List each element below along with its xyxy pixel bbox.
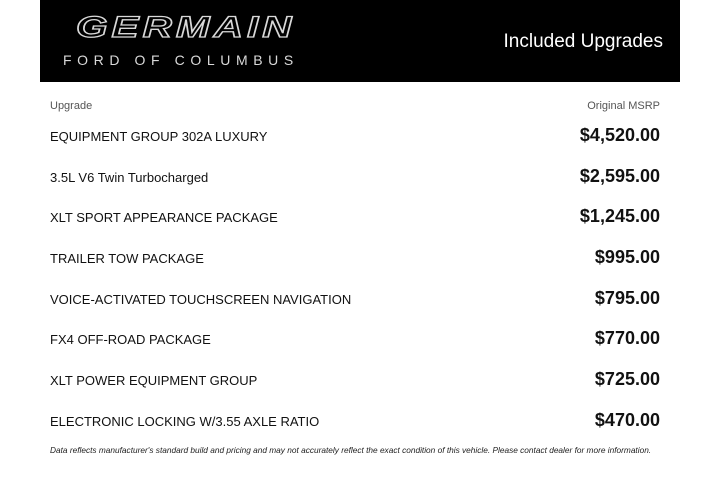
logo-subtitle: FORD OF COLUMBUS — [63, 52, 299, 68]
column-header-upgrade: Upgrade — [50, 100, 93, 112]
upgrade-price: $4,520.00 — [579, 125, 660, 145]
upgrade-price: $770.00 — [594, 328, 660, 349]
upgrade-name: EQUIPMENT GROUP 302A LUXURY — [50, 129, 268, 144]
disclaimer-text: Data reflects manufacturer's standard build and pricing and may not accurately reflect the exact condition of this vehicle. Please contact dealer for more information. — [50, 445, 652, 455]
upgrade-row — [40, 156, 680, 197]
upgrade-name: XLT SPORT APPEARANCE PACKAGE — [50, 210, 278, 226]
header-banner — [40, 0, 680, 82]
upgrade-name: 3.5L V6 Twin Turbocharged — [50, 169, 209, 185]
upgrade-row — [40, 278, 680, 319]
dealer-logo — [62, 12, 322, 70]
upgrade-name: VOICE-ACTIVATED TOUCHSCREEN NAVIGATION — [50, 291, 352, 307]
column-header-msrp: Original MSRP — [587, 100, 660, 112]
logo-wordmark: GERMAIN — [76, 11, 296, 44]
upgrade-price: $1,245.00 — [579, 206, 660, 227]
upgrade-name: ELECTRONIC LOCKING W/3.55 AXLE RATIO — [50, 413, 320, 429]
upgrade-row — [40, 318, 680, 359]
upgrade-name: XLT POWER EQUIPMENT GROUP — [50, 373, 258, 389]
upgrade-row — [40, 359, 680, 400]
upgrade-row — [40, 196, 680, 237]
upgrade-price: $2,595.00 — [579, 165, 660, 186]
upgrade-name: FX4 OFF-ROAD PACKAGE — [50, 332, 211, 348]
upgrade-row — [40, 237, 680, 278]
upgrades-sheet — [40, 0, 680, 480]
upgrade-price: $725.00 — [594, 369, 660, 390]
upgrade-name: TRAILER TOW PACKAGE — [50, 251, 204, 267]
upgrade-row — [40, 115, 680, 156]
upgrade-row — [40, 400, 680, 441]
page-title: Included Upgrades — [503, 31, 663, 52]
upgrade-price: $795.00 — [594, 287, 660, 308]
upgrades-list — [40, 115, 680, 441]
upgrade-price: $470.00 — [594, 409, 660, 430]
upgrade-price: $995.00 — [594, 247, 660, 268]
